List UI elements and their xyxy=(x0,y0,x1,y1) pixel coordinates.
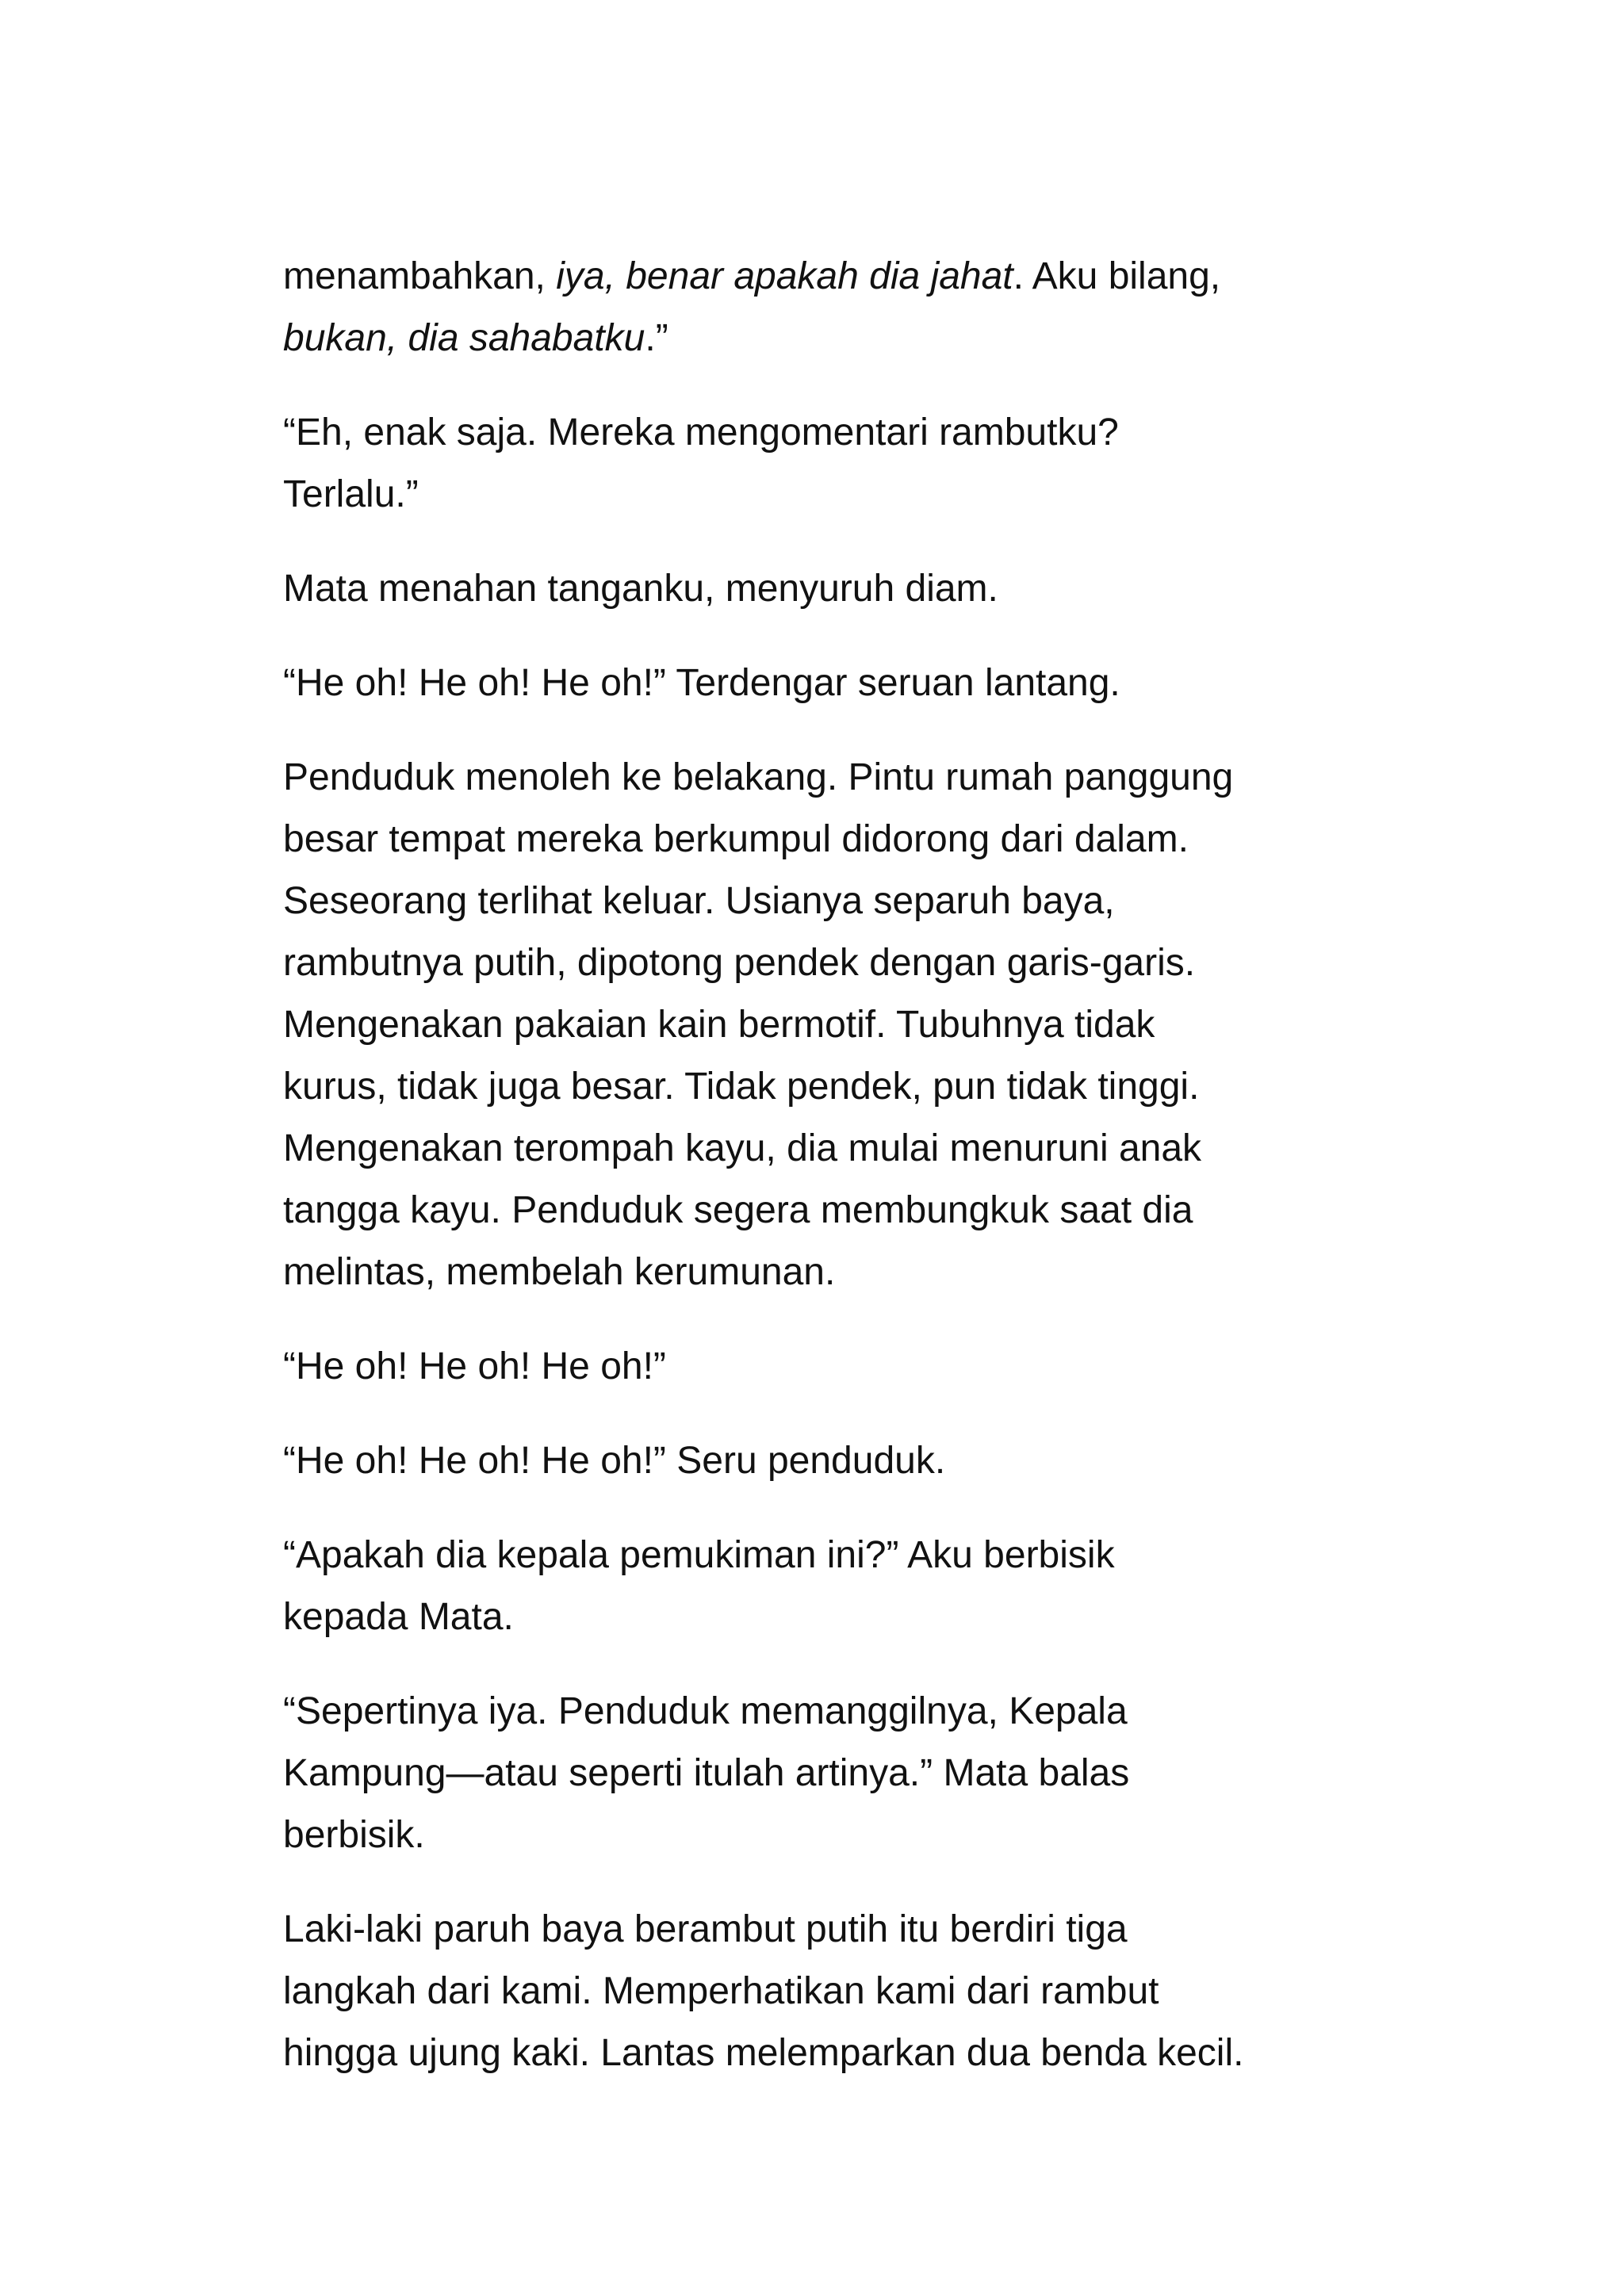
text-segment: “Apakah dia kepala pemukiman ini?” Aku berbisik xyxy=(283,1534,1115,1576)
paragraph xyxy=(283,652,1401,714)
paragraph xyxy=(283,1430,1401,1492)
text-line xyxy=(283,2022,1401,2084)
text-segment: Mengenakan pakaian kain bermotif. Tubuhnya tidak xyxy=(283,1004,1155,1046)
text-line xyxy=(283,871,1401,932)
text-line xyxy=(283,1586,1401,1648)
text-segment: Kampung—atau seperti itulah artinya.” Mata balas xyxy=(283,1752,1130,1794)
italic-text: bukan, dia sahabatku xyxy=(283,317,645,359)
text-segment: “Eh, enak saja. Mereka mengomentari rambutku? xyxy=(283,411,1119,453)
text-segment: Terlalu.” xyxy=(283,473,419,515)
text-segment: “Sepertinya iya. Penduduk memanggilnya, Kepala xyxy=(283,1690,1128,1732)
italic-text: iya, benar apakah dia jahat xyxy=(556,255,1013,297)
text-line xyxy=(283,1056,1401,1118)
text-line xyxy=(283,246,1401,308)
paragraph xyxy=(283,1336,1401,1398)
text-line xyxy=(283,558,1401,620)
text-line xyxy=(283,1961,1401,2022)
text-segment: Laki-laki paruh baya berambut putih itu berdiri tiga xyxy=(283,1908,1128,1950)
text-segment: Mata menahan tanganku, menyuruh diam. xyxy=(283,568,998,610)
text-line xyxy=(283,1681,1401,1743)
text-segment: rambutnya putih, dipotong pendek dengan garis-garis. xyxy=(283,942,1196,984)
text-segment: langkah dari kami. Memperhatikan kami dari rambut xyxy=(283,1970,1159,2012)
text-line xyxy=(283,464,1401,526)
text-line xyxy=(283,652,1401,714)
paragraph xyxy=(283,246,1401,369)
text-segment: “He oh! He oh! He oh!” Seru penduduk. xyxy=(283,1440,946,1482)
text-segment: kurus, tidak juga besar. Tidak pendek, pun tidak tinggi. xyxy=(283,1066,1200,1108)
body-text xyxy=(283,246,1401,2117)
text-segment: melintas, membelah kerumunan. xyxy=(283,1251,836,1293)
text-line xyxy=(283,994,1401,1056)
text-segment: Seseorang terlihat keluar. Usianya separuh baya, xyxy=(283,880,1115,922)
text-segment: . Aku bilang, xyxy=(1013,255,1221,297)
text-segment: kepada Mata. xyxy=(283,1596,514,1638)
text-segment: hingga ujung kaki. Lantas melemparkan dua benda kecil. xyxy=(283,2032,1244,2074)
text-segment: “He oh! He oh! He oh!” xyxy=(283,1345,666,1387)
text-segment: tangga kayu. Penduduk segera membungkuk saat dia xyxy=(283,1189,1193,1231)
text-line xyxy=(283,1336,1401,1398)
text-line xyxy=(283,1804,1401,1866)
text-line xyxy=(283,932,1401,994)
text-line xyxy=(283,1430,1401,1492)
text-line xyxy=(283,308,1401,369)
text-line xyxy=(283,809,1401,871)
paragraph xyxy=(283,1525,1401,1648)
text-segment: .” xyxy=(645,317,668,359)
text-segment: “He oh! He oh! He oh!” Terdengar seruan lantang. xyxy=(283,662,1120,704)
text-segment: besar tempat mereka berkumpul didorong dari dalam. xyxy=(283,818,1189,860)
text-line xyxy=(283,747,1401,809)
text-line xyxy=(283,1242,1401,1303)
text-segment: berbisik. xyxy=(283,1814,425,1856)
text-line xyxy=(283,1899,1401,1961)
text-line xyxy=(283,1180,1401,1242)
paragraph xyxy=(283,1681,1401,1866)
paragraph xyxy=(283,402,1401,526)
paragraph xyxy=(283,558,1401,620)
paragraph xyxy=(283,747,1401,1303)
text-segment: Mengenakan terompah kayu, dia mulai menuruni anak xyxy=(283,1127,1202,1169)
text-line xyxy=(283,1525,1401,1586)
text-segment: menambahkan, xyxy=(283,255,557,297)
paragraph xyxy=(283,1899,1401,2084)
text-line xyxy=(283,402,1401,464)
text-line xyxy=(283,1743,1401,1804)
text-line xyxy=(283,1118,1401,1180)
text-segment: Penduduk menoleh ke belakang. Pintu rumah panggung xyxy=(283,756,1234,798)
